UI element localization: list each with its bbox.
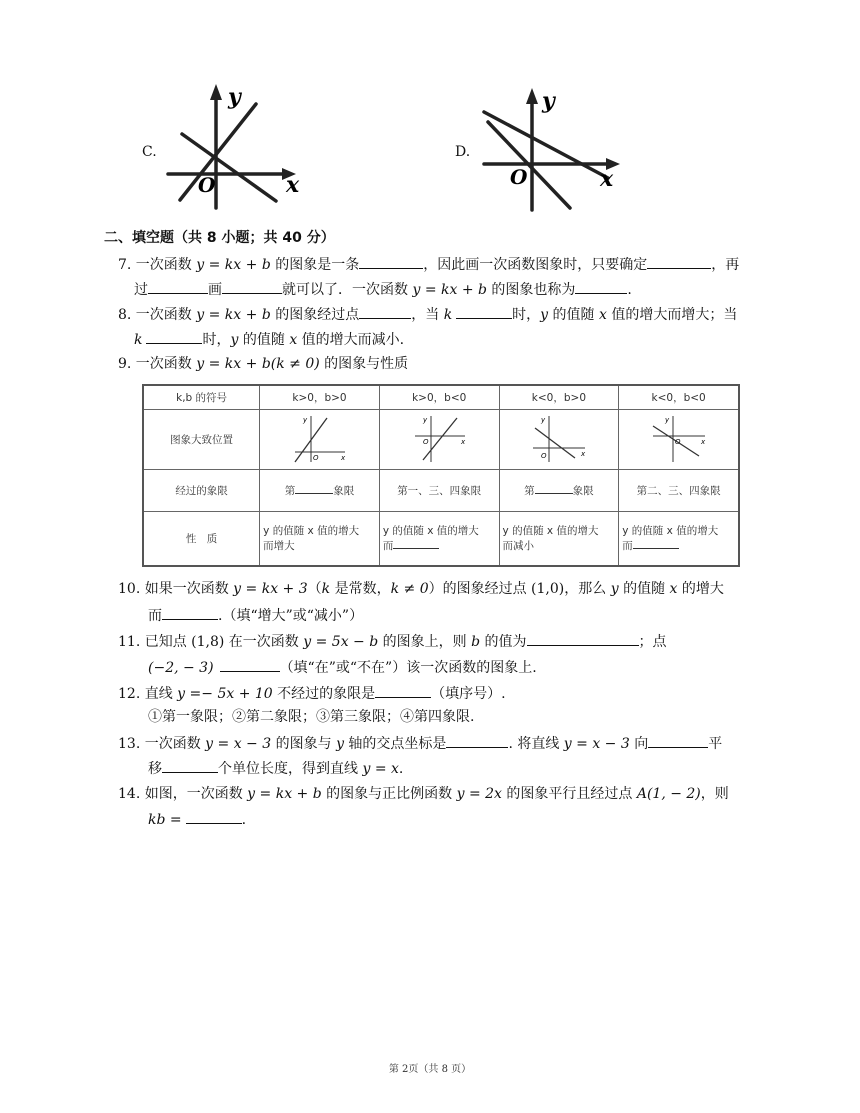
q13-blank-1[interactable]: [446, 733, 508, 748]
question-12-line-2: ①第一象限；②第二象限；③第三象限；④第四象限.: [148, 709, 475, 725]
svg-text:x: x: [700, 437, 705, 446]
svg-text:y: y: [423, 415, 428, 424]
option-c-graph: [160, 80, 310, 216]
question-14-line-2: kb = .: [148, 809, 246, 830]
graph-cell-3: [499, 409, 619, 469]
row-label-quadrants: 经过的象限: [143, 469, 260, 511]
svg-text:y: y: [540, 415, 546, 424]
option-d-label[interactable]: D.: [455, 144, 471, 160]
property-cell-1: y 的值随 x 值的增大 而增大: [260, 511, 380, 566]
question-10-line-1: 10. 如果一次函数 y = kx + 3（k 是常数，k ≠ 0）的图象经过点 (1,0)，那么 y 的值随 x 的增大: [118, 581, 724, 597]
question-8-line-2: k 时，y 的值随 x 值的增大而减小.: [134, 329, 404, 350]
q11-blank-2[interactable]: [220, 657, 280, 672]
svg-text:y: y: [303, 415, 308, 424]
property-blank-2[interactable]: [393, 538, 439, 549]
option-c-label[interactable]: C.: [142, 144, 157, 160]
table-header-2: k>0，b<0: [379, 385, 499, 409]
question-8-line-1: 8. 一次函数 y = kx + b 的图象经过点 ，当 k 时，y 的值随 x 值的增大而增大；当: [118, 304, 737, 325]
quadrant-cell-2: 第一、三、四象限: [379, 469, 499, 511]
q7-blank-2[interactable]: [647, 254, 711, 269]
question-11-line-2: (−2, − 3) （填“在”或“不在”）该一次函数的图象上.: [148, 657, 537, 678]
quadrant-blank-3[interactable]: [535, 483, 573, 494]
q7-blank-1[interactable]: [359, 254, 423, 269]
svg-text:O: O: [540, 451, 547, 460]
property-blank-4[interactable]: [633, 538, 679, 549]
quadrant-cell-4: 第二、三、四象限: [619, 469, 739, 511]
q10-blank[interactable]: [162, 605, 218, 620]
graph-cell-4: [619, 409, 739, 469]
q11-blank-1[interactable]: [527, 631, 639, 646]
property-cell-4: y 的值随 x 值的增大 而: [619, 511, 739, 566]
q13-blank-2[interactable]: [648, 733, 708, 748]
d-y-label: y: [542, 88, 555, 114]
question-9-line: 9. 一次函数 y = kx + b(k ≠ 0) 的图象与性质: [118, 356, 409, 372]
graph-cell-2: [379, 409, 499, 469]
table-header-3: k<0，b>0: [499, 385, 619, 409]
q7-blank-4[interactable]: [222, 279, 282, 294]
question-13-line-1: 13. 一次函数 y = x − 3 的图象与 y 轴的交点坐标是 . 将直线 y = x − 3 向 平: [118, 733, 722, 754]
row-label-graph: 图象大致位置: [143, 409, 260, 469]
question-14-line-1: 14. 如图，一次函数 y = kx + b 的图象与正比例函数 y = 2x 的图象平行且经过点 A(1, − 2)，则: [118, 786, 729, 802]
c-y-label: y: [228, 84, 241, 110]
section-title: 二、填空题（共 8 小题；共 40 分）: [104, 230, 335, 246]
table-header-4: k<0，b<0: [619, 385, 739, 409]
table-header-sign: k,b 的符号: [143, 385, 260, 409]
d-origin-label: O: [510, 165, 528, 189]
svg-text:O: O: [423, 437, 429, 446]
question-10-line-2: 而 .（填“增大”或“减小”）: [148, 605, 363, 626]
svg-text:x: x: [341, 453, 346, 462]
mini-graph-3: [529, 412, 589, 464]
svg-text:O: O: [674, 437, 681, 446]
c-origin-label: O: [198, 173, 216, 197]
svg-text:O: O: [313, 453, 319, 462]
q14-blank[interactable]: [186, 809, 242, 824]
quadrant-blank-1[interactable]: [295, 483, 333, 494]
row-label-property: 性 质: [143, 511, 260, 566]
q7-blank-3[interactable]: [148, 279, 208, 294]
svg-text:x: x: [461, 437, 466, 446]
question-12-line-1: 12. 直线 y =− 5x + 10 不经过的象限是 （填序号）.: [118, 683, 506, 704]
svg-text:x: x: [580, 449, 586, 458]
q12-blank[interactable]: [375, 683, 431, 698]
mini-graph-4: [649, 412, 709, 464]
question-11-line-1: 11. 已知点 (1,8) 在一次函数 y = 5x − b 的图象上，则 b 的值为 ；点: [118, 631, 667, 652]
property-cell-3: y 的值随 x 值的增大 而减小: [499, 511, 619, 566]
kb-property-table: [142, 384, 740, 567]
q8-blank-2[interactable]: [456, 304, 512, 319]
quadrant-cell-3: 第 象限: [499, 469, 619, 511]
svg-text:y: y: [664, 415, 669, 424]
q13-blank-3[interactable]: [162, 758, 218, 773]
d-x-label: x: [600, 166, 614, 192]
graph-cell-1: [260, 409, 380, 469]
quadrant-cell-1: 第 象限: [260, 469, 380, 511]
q8-blank-1[interactable]: [359, 304, 411, 319]
mini-graph-1: [289, 412, 349, 464]
question-7-line-2: 过 画 就可以了．一次函数 y = kx + b 的图象也称为 .: [134, 279, 632, 300]
c-x-label: x: [286, 172, 300, 198]
q8-blank-3[interactable]: [146, 329, 202, 344]
question-13-line-2: 移 个单位长度，得到直线 y = x.: [148, 758, 403, 779]
q7-blank-5[interactable]: [575, 279, 627, 294]
table-header-1: k>0，b>0: [260, 385, 380, 409]
page-footer: 第 2页（共 8 页）: [388, 1064, 472, 1075]
mini-graph-2: [409, 412, 469, 464]
property-cell-2: y 的值随 x 值的增大 而: [379, 511, 499, 566]
option-d-graph: [478, 82, 628, 218]
question-7-line-1: 7. 一次函数 y = kx + b 的图象是一条 ，因此画一次函数图象时，只要确定 ，再: [118, 254, 739, 275]
